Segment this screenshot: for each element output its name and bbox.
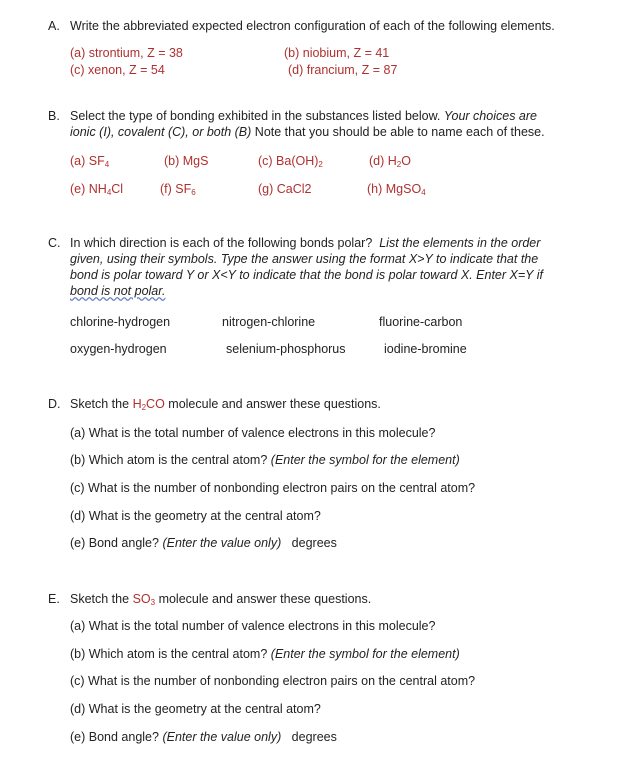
section-d-question-d: (d) What is the geometry at the central atom? [70, 509, 321, 523]
section-d-formula-tail: CO [146, 397, 165, 411]
section-e-formula-main: SO [132, 592, 151, 606]
section-e-question-e [70, 730, 337, 745]
section-d-intro [70, 397, 381, 412]
substance-d [369, 154, 411, 169]
substance-d-sub: 2 [396, 160, 402, 169]
section-d-question-e-text: (e) Bond angle? [70, 536, 159, 550]
section-b-prompt-line2 [70, 125, 545, 140]
section-e-question-c: (c) What is the number of nonbonding electron pairs on the central atom? [70, 674, 476, 688]
bond-oxygen-hydrogen: oxygen-hydrogen [70, 342, 167, 356]
section-a-letter: A. [48, 19, 60, 33]
section-d-formula-sub: 2 [141, 403, 147, 412]
bond-chlorine-hydrogen: chlorine-hydrogen [70, 315, 171, 329]
section-d-formula [133, 397, 165, 411]
section-d-formula-main: H [132, 397, 142, 411]
substance-g-label: (g) CaCl2 [258, 182, 312, 196]
element-item-francium: (d) francium, Z = 87 [288, 63, 398, 77]
section-d-question-c: (c) What is the number of nonbonding electron pairs on the central atom? [70, 481, 476, 495]
substance-f-label: (f) SF [160, 182, 192, 196]
section-b-prompt-tail: Note that you should be able to name each of these. [254, 125, 545, 139]
section-c-prompt-line3: bond is polar toward Y or X<Y to indicate that the bond is polar toward X. Enter X=Y if [70, 268, 543, 282]
section-e-question-b-hint: (Enter the symbol for the element) [270, 647, 460, 661]
section-d-question-b-text: (b) Which atom is the central atom? [70, 453, 268, 467]
substance-c-sub: 2 [318, 160, 323, 169]
bond-selenium-phosphorus: selenium-phosphorus [226, 342, 346, 356]
section-d-intro-pre: Sketch the [70, 397, 130, 411]
element-item-xenon: (c) xenon, Z = 54 [70, 63, 165, 77]
substance-e [70, 182, 123, 197]
substance-e-sub: 4 [106, 188, 112, 197]
section-d-letter: D. [48, 397, 61, 411]
section-c-prompt-italic: List the elements in the order [379, 236, 541, 250]
substance-h-sub: 4 [421, 188, 426, 197]
section-e-question-b [70, 647, 460, 662]
substance-a-label: (a) SF [70, 154, 105, 168]
section-c-letter: C. [48, 236, 61, 250]
substance-g [258, 182, 312, 197]
substance-c [258, 154, 323, 169]
section-e-question-e-text: (e) Bond angle? [70, 730, 159, 744]
section-d-question-a: (a) What is the total number of valence electrons in this molecule? [70, 426, 436, 440]
substance-d-tail: O [401, 154, 411, 168]
section-e-letter: E. [48, 592, 60, 606]
substance-e-tail: Cl [111, 182, 124, 196]
section-e-intro-post: molecule and answer these questions. [158, 592, 372, 606]
substance-d-label: (d) H [369, 154, 397, 168]
section-d-question-b [70, 453, 460, 468]
section-b-prompt-plain: Select the type of bonding exhibited in the substances listed below. [70, 109, 441, 123]
section-d-question-b-hint: (Enter the symbol for the element) [270, 453, 460, 467]
substance-a [70, 154, 109, 169]
section-d-question-e [70, 536, 337, 551]
bond-nitrogen-chlorine: nitrogen-chlorine [222, 315, 316, 329]
substance-a-sub: 4 [104, 160, 110, 169]
substance-f-sub: 6 [191, 188, 196, 197]
section-d-question-e-unit: degrees [291, 536, 337, 550]
section-e-intro-pre: Sketch the [70, 592, 130, 606]
bond-iodine-bromine: iodine-bromine [384, 342, 467, 356]
section-d-intro-post: molecule and answer these questions. [168, 397, 381, 411]
element-item-niobium: (b) niobium, Z = 41 [284, 46, 390, 60]
section-b-prompt-italic-1: Your choices are [443, 109, 537, 123]
section-e-question-a: (a) What is the total number of valence electrons in this molecule? [70, 619, 436, 633]
section-d-question-e-hint: (Enter the value only) [162, 536, 282, 550]
section-e-question-d: (d) What is the geometry at the central atom? [70, 702, 321, 716]
substance-b [164, 154, 208, 169]
section-e-question-e-hint: (Enter the value only) [162, 730, 282, 744]
section-e-intro [70, 592, 371, 607]
section-c-prompt-line4: bond is not polar. [70, 284, 166, 298]
section-e-formula [133, 592, 156, 606]
substance-h-label: (h) MgSO [367, 182, 422, 196]
section-e-question-b-text: (b) Which atom is the central atom? [70, 647, 268, 661]
section-c-prompt-line1 [70, 236, 540, 251]
substance-f [160, 182, 196, 197]
section-e-question-e-unit: degrees [291, 730, 337, 744]
element-item-strontium: (a) strontium, Z = 38 [70, 46, 183, 60]
substance-e-label: (e) NH [70, 182, 107, 196]
section-c-prompt-plain: In which direction is each of the following bonds polar? [70, 236, 373, 250]
section-a-prompt: Write the abbreviated expected electron configuration of each of the following elements. [70, 19, 555, 33]
substance-b-label: (b) MgS [164, 154, 209, 168]
section-e-formula-sub: 3 [150, 598, 156, 607]
section-b-prompt-italic-2: ionic (I), covalent (C), or both (B) [70, 125, 252, 139]
section-c-prompt-line2: given, using their symbols. Type the answer using the format X>Y to indicate that the [70, 252, 539, 266]
bond-fluorine-carbon: fluorine-carbon [379, 315, 463, 329]
section-b-prompt [70, 109, 537, 124]
substance-c-label: (c) Ba(OH) [258, 154, 319, 168]
section-b-letter: B. [48, 109, 60, 123]
substance-h [367, 182, 426, 197]
